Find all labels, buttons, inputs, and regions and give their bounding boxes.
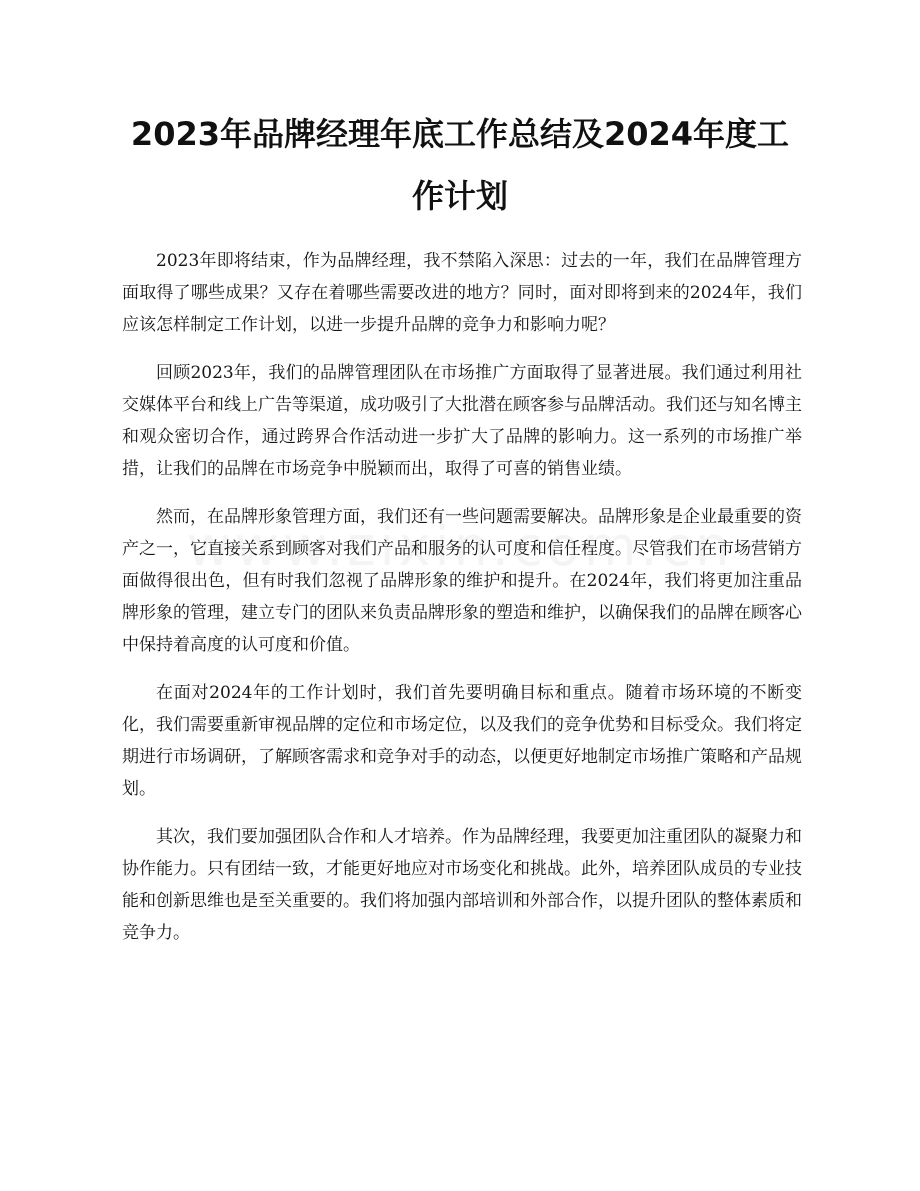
document-title: 2023年品牌经理年底工作总结及2024年度工作计划: [130, 115, 790, 215]
document-body: [122, 245, 802, 965]
paragraph-5: 其次，我们要加强团队合作和人才培养。作为品牌经理，我要更加注重团队的凝聚力和协作能力。只有团结一致，才能更好地应对市场变化和挑战。此外，培养团队成员的专业技能和创新思维也是至关重要的。我们将加强内部培训和外部合作，以提升团队的整体素质和竞争力。: [122, 827, 802, 943]
paragraph-4: 在面对2024年的工作计划时，我们首先要明确目标和重点。随着市场环境的不断变化，我们需要重新审视品牌的定位和市场定位，以及我们的竞争优势和目标受众。我们将定期进行市场调研，了解顾客需求和竞争对手的动态，以便更好地制定市场推广策略和产品规划。: [122, 683, 802, 799]
paragraph-3: 然而，在品牌形象管理方面，我们还有一些问题需要解决。品牌形象是企业最重要的资产之一，它直接关系到顾客对我们产品和服务的认可度和信任程度。尽管我们在市场营销方面做得很出色，但有时我们忽视了品牌形象的维护和提升。在2024年，我们将更加注重品牌形象的管理，建立专门的团队来负责品牌形象的塑造和维护，以确保我们的品牌在顾客心中保持着高度的认可度和价值。: [122, 507, 802, 655]
paragraph-1: 2023年即将结束，作为品牌经理，我不禁陷入深思：过去的一年，我们在品牌管理方面取得了哪些成果？又存在着哪些需要改进的地方？同时，面对即将到来的2024年，我们应该怎样制定工作计划，以进一步提升品牌的竞争力和影响力呢？: [122, 251, 802, 335]
paragraph-2: 回顾2023年，我们的品牌管理团队在市场推广方面取得了显著进展。我们通过利用社交媒体平台和线上广告等渠道，成功吸引了大批潜在顾客参与品牌活动。我们还与知名博主和观众密切合作，通过跨界合作活动进一步扩大了品牌的影响力。这一系列的市场推广举措，让我们的品牌在市场竞争中脱颖而出，取得了可喜的销售业绩。: [122, 363, 802, 479]
